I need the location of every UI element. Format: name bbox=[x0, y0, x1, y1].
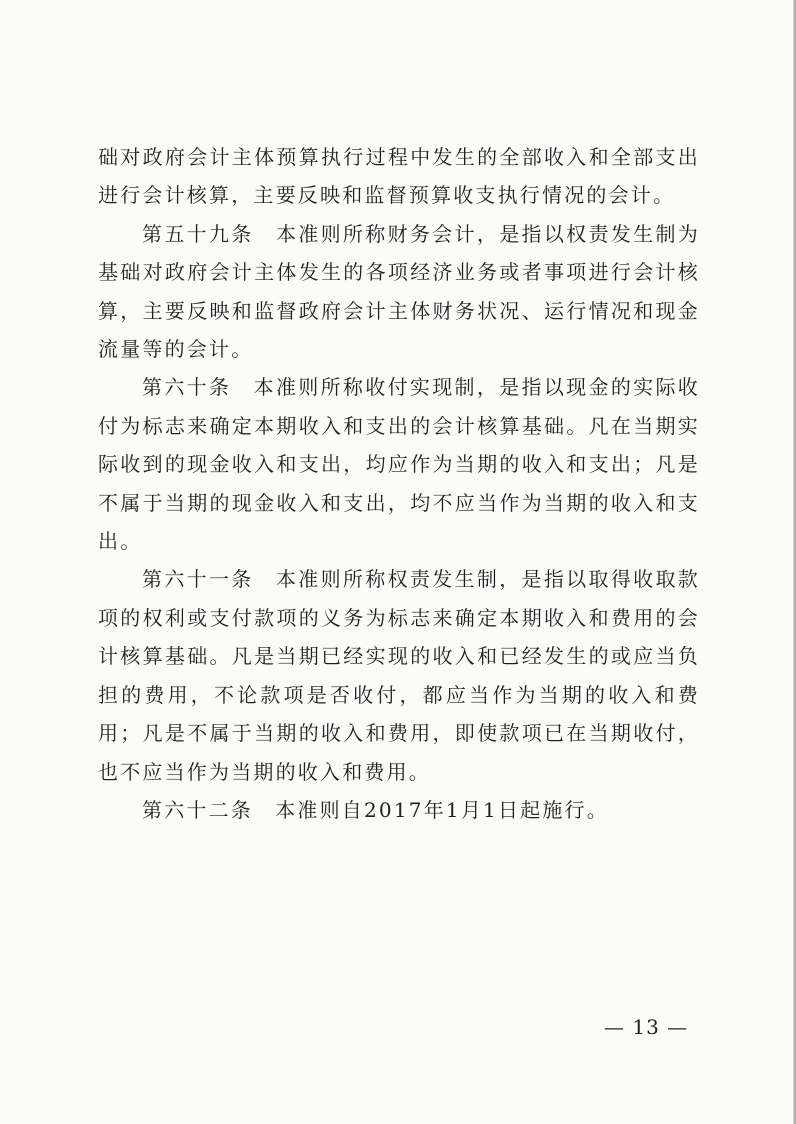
article-59: 第五十九条 本准则所称财务会计，是指以权责发生制为基础对政府会计主体发生的各项经济业务或者事项进行会计核算，主要反映和监督政府会计主体财务状况、运行情况和现金流量等的会计。 bbox=[98, 221, 700, 362]
paragraph-continuation: 础对政府会计主体预算执行过程中发生的全部收入和全部支出进行会计核算，主要反映和监督预算收支执行情况的会计。 bbox=[98, 145, 700, 208]
article-61: 第六十一条 本准则所称权责发生制，是指以取得收取款项的权利或支付款项的义务为标志来确定本期收入和费用的会计核算基础。凡是当期已经实现的收入和已经发生的或应当负担的费用，不论款项是否收付，都应当作为当期的收入和费用；凡是不属于当期的收入和费用，即使款项已在当期收付，也不应当作为当期的收入和费用。 bbox=[98, 567, 700, 784]
page-number: — 13 — bbox=[604, 1015, 689, 1039]
body-text bbox=[98, 138, 700, 829]
article-62: 第六十二条 本准则自2017年1月1日起施行。 bbox=[142, 797, 609, 822]
article-60: 第六十条 本准则所称收付实现制，是指以现金的实际收付为标志来确定本期收入和支出的会计核算基础。凡在当期实际收到的现金收入和支出，均应作为当期的收入和支出；凡是不属于当期的现金收入和支出，均不应当作为当期的收入和支出。 bbox=[98, 375, 700, 554]
